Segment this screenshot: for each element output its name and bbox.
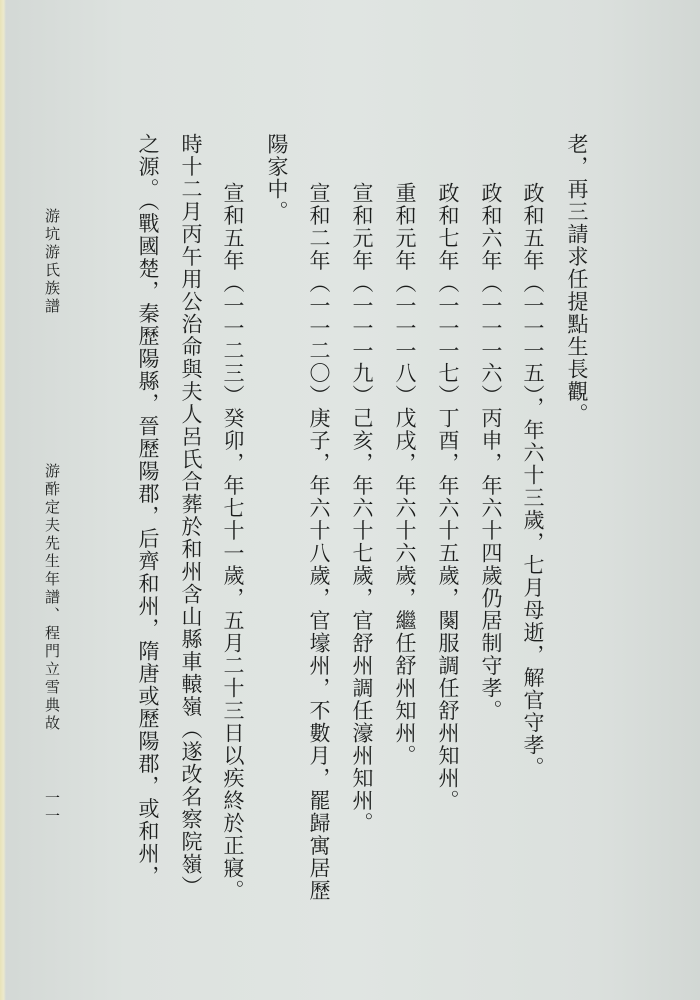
text-column-7: 宣和二年（一一二〇）庚子，年六十八歲，官壕州，不數月，罷歸寓居歷 (307, 182, 331, 902)
text-column-6: 宣和元年（一一一九）己亥，年六十七歲，官舒州調任濠州知州。 (350, 182, 374, 835)
text-column-2: 政和五年（一一一五），年六十三歲，七月母逝，解官守孝。 (521, 182, 545, 779)
text-column-5: 重和元年（一一一八）戊戌，年六十六歲，繼任舒州知州。 (393, 182, 417, 767)
page-number: 一一 (43, 790, 61, 826)
text-column-11: 之源。（戰國楚，秦歷陽縣，晉歷陽郡，后齊和州，隋唐或歷陽郡，或和州， (136, 133, 160, 888)
running-title: 游坑游氏族譜 (43, 208, 61, 316)
text-column-4: 政和七年（一一一七）丁酉，年六十五歲，闋服調任舒州知州。 (436, 182, 460, 812)
text-column-8: 陽家中。 (265, 133, 289, 223)
text-column-9: 宣和五年（一一二三）癸卯，年七十一歲，五月二十三日以疾終於正寢。 (221, 182, 245, 902)
running-book-title: 游酢定夫先生年譜、程門立雪典故 (43, 463, 61, 733)
text-column-1: 老，再三請求任提點生長觀。 (565, 133, 589, 426)
text-column-10: 時十二月丙午用公治命與夫人呂氏合葬於和州含山縣車轅嶺（遂改名察院嶺） (179, 133, 203, 898)
page-edge (0, 0, 6, 1000)
text-column-3: 政和六年（一一一六）丙申，年六十四歲仍居制守孝。 (479, 182, 503, 722)
